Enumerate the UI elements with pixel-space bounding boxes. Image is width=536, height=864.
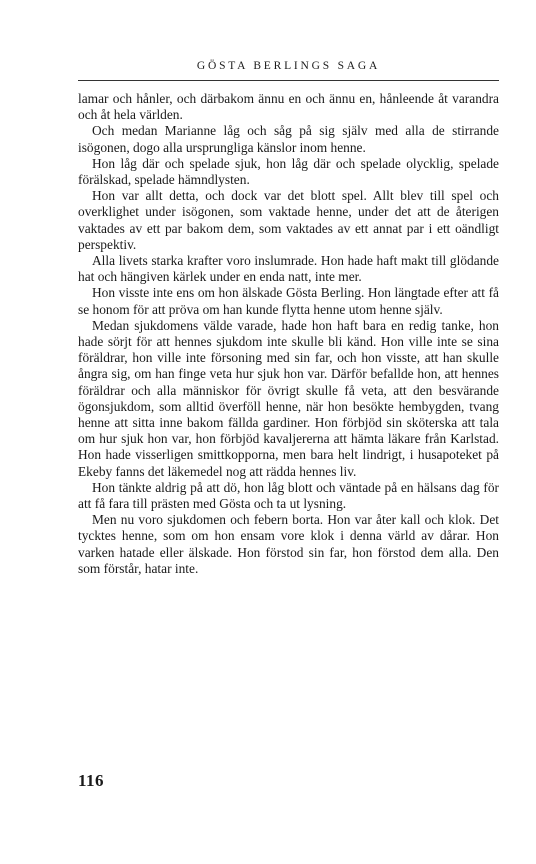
paragraph: Och medan Marianne låg och såg på sig själv med alla de stirrande isögonen, dogo alla ursprungliga känslor inom henne. (78, 123, 499, 155)
paragraph: Alla livets starka krafter voro inslumrade. Hon hade haft makt till glödande hat och hängiven kärlek under en enda natt, inte mer. (78, 253, 499, 285)
page-number: 116 (78, 771, 105, 790)
paragraph: Hon var allt detta, och dock var det blott spel. Allt blev till spel och overklighet under isögonen, som vaktade henne, under det att de återigen vaktades av ett par bakom dem, som vaktades av ett annat par i ett oändligt perspektiv. (78, 188, 499, 252)
page-body-text (78, 91, 499, 577)
paragraph: Medan sjukdomens välde varade, hade hon haft bara en redig tanke, hon hade sörjt för att hennes sjukdom inte skulle bli känd. Hon ville inte se sina föräldrar, hon ville inte försoning med sin far, och hon visste, att han skulle ångra sig, om han finge veta hur sjuk hon var. Därför befallde hon, att hennes föräldrar och alla människor för övrigt skulle få veta, att den besvärande ögonsjukdom, som alltid överföll henne, när hon besökte hembygden, tvang henne att sitta inne bakom fällda gardiner. Hon förbjöd sin sköterska att tala om hur sjuk hon var, hon förbjöd kavaljererna att hämta läkare från Karlstad. Hon hade visserligen smittkopporna, men bara helt lindrigt, i husapoteket på Ekeby fanns det läkemedel nog att rädda hennes liv. (78, 317, 499, 479)
paragraph: Hon tänkte aldrig på att dö, hon låg blott och väntade på en hälsans dag för att få fara till prästen med Gösta och ta ut lysning. (78, 479, 499, 512)
running-header: GÖSTA BERLINGS SAGA (196, 60, 381, 72)
header-rule (78, 80, 499, 81)
paragraph: Hon visste inte ens om hon älskade Gösta Berling. Hon längtade efter att få se honom för att pröva om han kunde flytta henne utom henne själv. (78, 285, 499, 317)
paragraph: Men nu voro sjukdomen och febern borta. Hon var åter kall och klok. Det tycktes henne, som om hon ensam vore klok i denna värld av dårar. Hon varken hatade eller älskade. Hon förstod sin far, hon förstod dem alla. Den som förstår, hatar inte. (78, 512, 499, 576)
paragraph: Hon låg där och spelade sjuk, hon låg där och spelade olycklig, spelade förälskad, spelade hämndlysten. (78, 155, 499, 188)
paragraph: lamar och hånler, och därbakom ännu en och ännu en, hånleende åt varandra och åt hela världen. (78, 91, 499, 123)
